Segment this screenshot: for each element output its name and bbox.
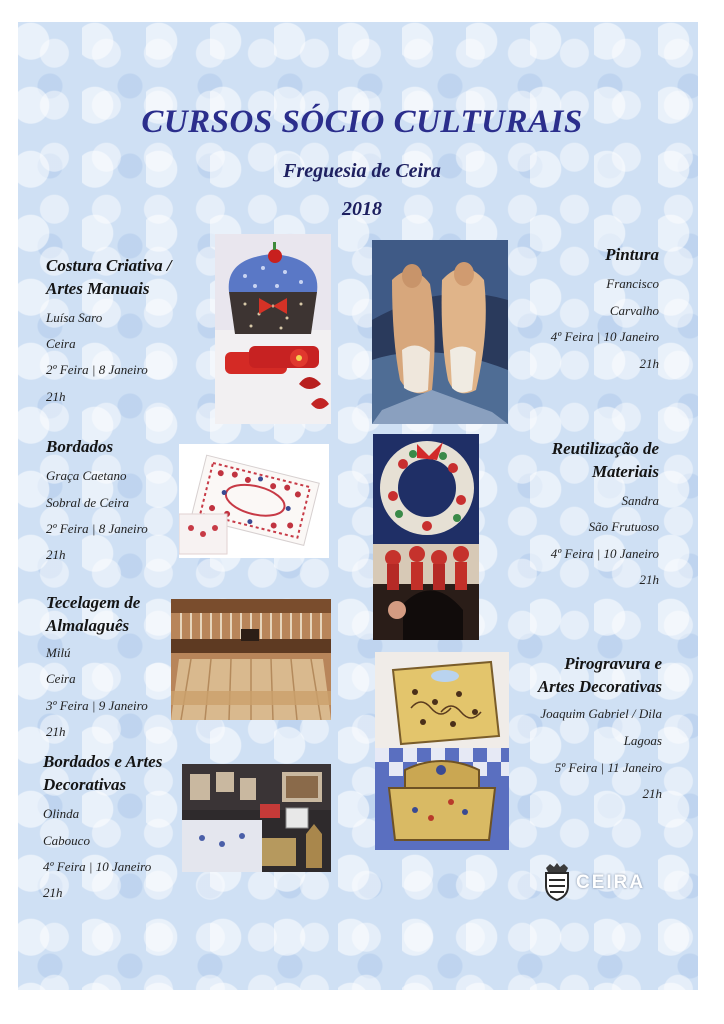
poster-year: 2018 bbox=[342, 198, 382, 220]
course-time: 21h bbox=[46, 547, 66, 562]
photo-bordados bbox=[179, 444, 329, 558]
photo-reutilizacao bbox=[373, 434, 479, 640]
course-title: Materiais bbox=[591, 462, 659, 481]
course-place: Sobral de Ceira bbox=[46, 495, 130, 510]
poster-title: CURSOS SÓCIO CULTURAIS bbox=[141, 104, 583, 140]
course-place: Ceira bbox=[46, 336, 76, 351]
course-title: Pirogravura e bbox=[564, 654, 662, 673]
course-title: Bordados e Artes bbox=[43, 752, 163, 771]
course-title: Artes Manuais bbox=[46, 279, 150, 298]
course-teacher: Graça Caetano bbox=[46, 468, 127, 483]
course-teacher: São Frutuoso bbox=[588, 519, 659, 534]
course-time: 21h bbox=[46, 389, 66, 404]
course-schedule: 2º Feira | 8 Janeiro bbox=[46, 521, 148, 536]
course-schedule: 4º Feira | 10 Janeiro bbox=[550, 329, 659, 344]
course-time: 21h bbox=[642, 786, 662, 801]
course-time: 21h bbox=[43, 885, 63, 900]
photo-pirogravura bbox=[375, 652, 509, 850]
course-title: Reutilização de bbox=[551, 439, 659, 458]
course-title: Pintura bbox=[605, 245, 659, 264]
course-place: Ceira bbox=[46, 671, 76, 686]
ceira-crest-logo bbox=[542, 862, 572, 902]
course-schedule: 5º Feira | 11 Janeiro bbox=[554, 760, 662, 775]
course-teacher: Carvalho bbox=[609, 303, 659, 318]
course-time: 21h bbox=[46, 724, 66, 739]
course-teacher: Lagoas bbox=[623, 733, 662, 748]
photo-costura bbox=[215, 234, 331, 424]
course-teacher: Sandra bbox=[621, 493, 659, 508]
course-schedule: 4º Feira | 10 Janeiro bbox=[43, 859, 152, 874]
course-teacher: Olinda bbox=[43, 806, 80, 821]
photo-bordados-artes bbox=[182, 764, 331, 872]
course-teacher: Milú bbox=[46, 645, 71, 660]
photo-pintura bbox=[372, 240, 508, 424]
course-title: Artes Decorativas bbox=[537, 677, 662, 696]
course-teacher: Joaquim Gabriel / Dila bbox=[540, 706, 662, 721]
course-title: Costura Criativa / bbox=[46, 256, 172, 275]
course-time: 21h bbox=[639, 572, 659, 587]
course-teacher: Cabouco bbox=[43, 833, 90, 848]
poster-subtitle: Freguesia de Ceira bbox=[283, 160, 441, 182]
course-title: Almalaguês bbox=[46, 616, 130, 635]
ceira-logo-text: CEIRA bbox=[576, 872, 646, 893]
course-title: Tecelagem de bbox=[46, 593, 141, 612]
photo-tecelagem bbox=[171, 599, 331, 720]
course-title: Decorativas bbox=[43, 775, 127, 794]
course-schedule: 2º Feira | 8 Janeiro bbox=[46, 362, 148, 377]
course-time: 21h bbox=[639, 356, 659, 371]
course-teacher: Luísa Saro bbox=[46, 310, 103, 325]
course-schedule: 4º Feira | 10 Janeiro bbox=[550, 546, 659, 561]
course-schedule: 3º Feira | 9 Janeiro bbox=[46, 698, 148, 713]
course-title: Bordados bbox=[46, 437, 114, 456]
course-teacher: Francisco bbox=[606, 276, 659, 291]
